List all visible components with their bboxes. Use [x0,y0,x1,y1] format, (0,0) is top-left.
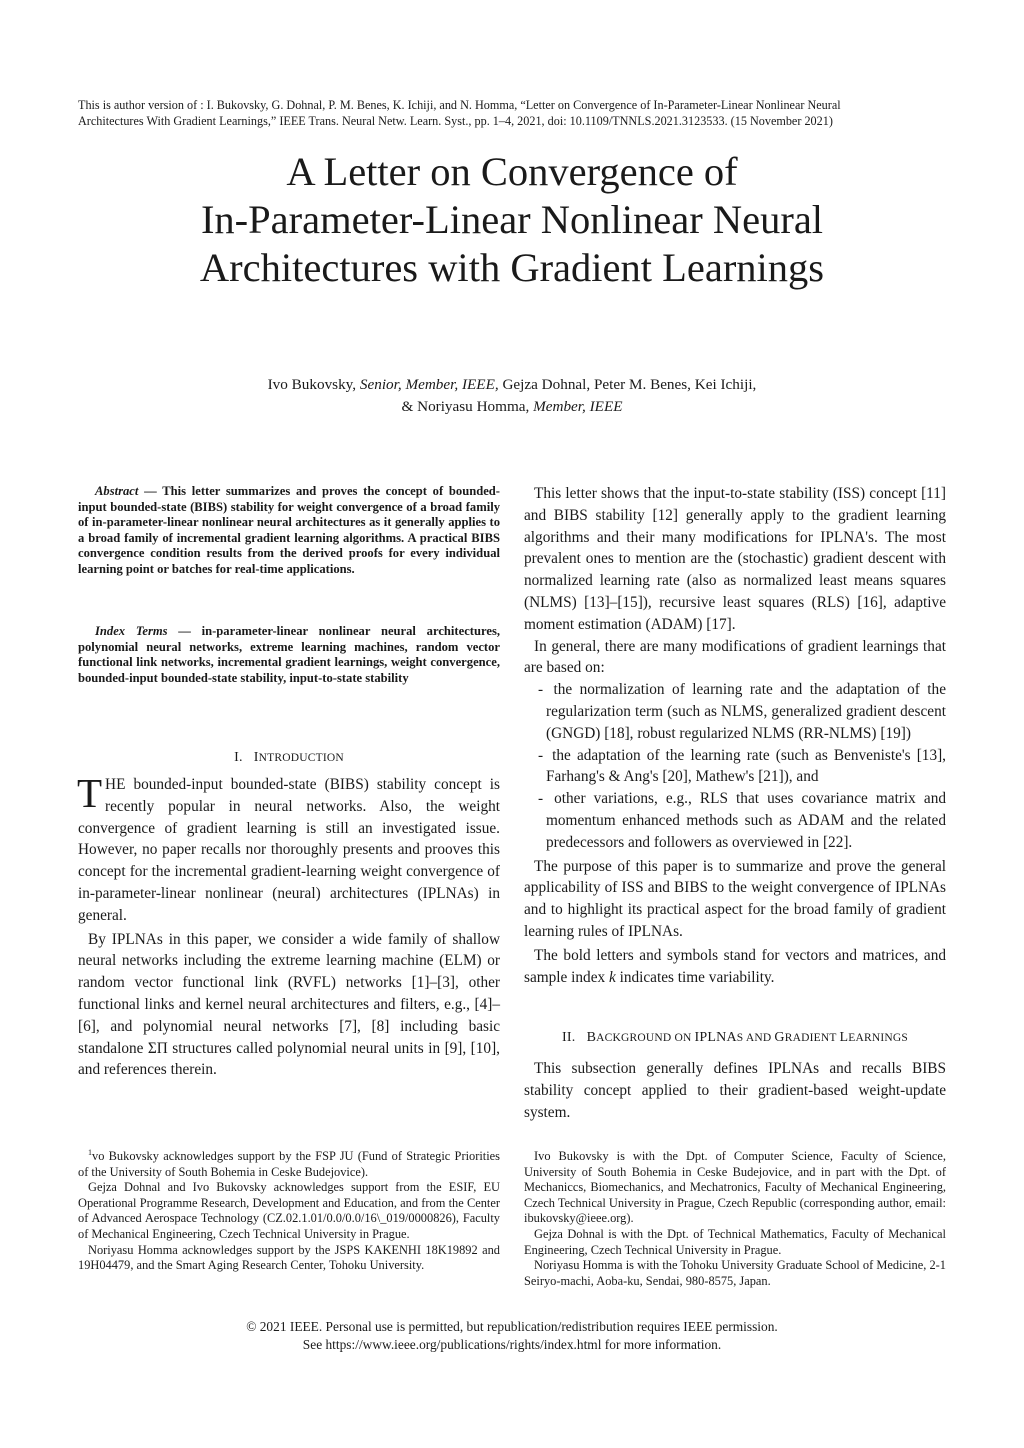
author-list [160,374,864,418]
index-terms [78,624,500,686]
list-item: - the adaptation of the learning rate (such as Benveniste's [13], Farhang's & Ang's [20], Mathew's [21]), and [538,746,947,786]
introduction-body [77,770,500,1081]
footnote-affiliation-3: Noriyasu Homma is with the Tohoku University Graduate School of Medicine, 2-1 Seiryo-machi, Aoba-ku, Sendai, 980-8575, Japan. [524,1258,946,1288]
section-heading-background: II. BACKGROUND ON IPLNAS AND GRADIENT LEARNINGS [562,1030,908,1045]
copyright-footer [90,1318,934,1354]
paper-title [90,148,934,292]
footnote-affiliation-2: Gejza Dohnal is with the Dpt. of Technical Mathematics, Faculty of Mechanical Engineering, Czech Technical University in Prague. [524,1226,946,1257]
abstract-text: — This letter summarizes and proves the concept of bounded-input bounded-state (BIBS) stability for weight convergence of a broad family of in-parameter-linear nonlinear neural architectures as it generally applies to a broad family of incremental gradient learning algorithms. A practical BIBS convergence condition results from the derived proofs for every individual learning point or batches for real-time applications. [78,484,500,576]
notice-line-1: This is author version of : I. Bukovsky, G. Dohnal, P. M. Benes, K. Ichiji, and N. Homma, “Letter on Convergence of In-Parameter-Linear Nonlinear Neural [78,98,841,112]
title-line-2: In-Parameter-Linear Nonlinear Neural [200,197,824,242]
footnotes-right [524,1149,946,1289]
author-1: Ivo Bukovsky, [267,376,357,393]
notice-line-2: Architectures With Gradient Learnings,” IEEE Trans. Neural Netw. Learn. Syst., pp. 1–4, 2021, doi: 10.1109/TNNLS.2021.3123533. (15 November 2021) [78,114,833,128]
list-item: - other variations, e.g., RLS that uses covariance matrix and momentum enhanced methods such as ADAM and the related predecessors and followers as overviewed in [22]. [538,790,947,851]
abstract-label: Abstract [95,484,139,498]
right-paragraph-4: The bold letters and symbols stand for vectors and matrices, and sample index k indicates time variability. [524,946,946,986]
author-last: & Noriyasu Homma, [401,398,530,415]
abstract [78,484,500,578]
title-line-3: Architectures with Gradient Learnings [199,245,825,290]
footnote-funding-2: Gejza Dohnal and Ivo Bukovsky acknowledges support from the ESIF, EU Operational Programme Research, Development and Education, and from the Center of Advanced Aerospace Technology (CZ.02.1.01/0.0/0.0/16\_019/0000826), Faculty of Mechanical Engineering, Czech Technical University in Prague. [78,1180,500,1241]
right-paragraph-1: This letter shows that the input-to-state stability (ISS) concept [11] and BIBS stability [12] generally apply to the gradient learning algorithms and their many modifications for IPLNA's. The most prevalent ones to mention are the (stochastic) gradient descent with normalized learning rate (also as normalized least means squares (NLMS) [13]–[15]), recursive least squares (RLS) [16], adaptive moment estimation (ADAM) [17]. [524,485,946,633]
right-paragraph-3: The purpose of this paper is to summarize and prove the general applicability of ISS and BIBS to the weight convergence of IPLNAs and to highlight its practical aspect for the broad family of gradient learning rules of IPLNAs. [524,857,946,940]
footnote-funding-1: $^1$vo Bukovsky acknowledges support by the FSP JU (Fund of Strategic Priorities of the University of South Bohemia in Ceske Budejovice). [78,1147,500,1179]
index-terms-text: — in-parameter-linear nonlinear neural architectures, polynomial neural networks, extreme learning machines, random vector functional link networks, incremental gradient learnings, weight convergence, bounded-input bounded-state stability, input-to-state stability [78,624,500,685]
intro-paragraph-2: By IPLNAs in this paper, we consider a wide family of shallow neural networks including the extreme learning machine (ELM) or random vector functional link (RVFL) networks [1]–[3], other functional links and kernel neural architectures and filters, e.g., [4]–[6], and polynomial neural networks [7], [8] including basic standalone ΣΠ structures called polynomial neural units in [9], [10], and references therein. [78,930,500,1079]
modification-list [524,679,946,853]
footnote-funding-3: Noriyasu Homma acknowledges support by the JSPS KAKENHI 18K19892 and 19H04479, and the Smart Aging Research Center, Tohoku University. [78,1242,500,1273]
right-column-body [524,483,946,988]
list-item: - the normalization of learning rate and the adaptation of the regularization term (such as NLMS, generalized gradient descent (GNGD) [18], robust regularized NLMS (RR-NLMS) [19]) [538,681,946,742]
authors-middle: Gejza Dohnal, Peter M. Benes, Kei Ichiji, [502,376,757,393]
right-paragraph-2: In general, there are many modifications of gradient learnings that are based on: [524,637,946,677]
copyright-line-2: See https://www.ieee.org/publications/rights/index.html for more information. [302,1337,722,1352]
section-heading-introduction: I. INTRODUCTION [234,750,344,765]
author-last-role: Member, IEEE [533,398,623,415]
footnotes-left [78,1149,500,1274]
author-version-notice [78,97,948,129]
author-1-role: Senior, Member, IEEE, [359,376,499,393]
title-line-1: A Letter on Convergence of [286,149,738,194]
index-terms-label: Index Terms [95,624,168,638]
footnote-affiliation-1: Ivo Bukovsky is with the Dpt. of Computer Science, Faculty of Science, University of South Bohemia in Ceske Budejovice, and in part with the Dpt. of Mechaniccs, Biomechanics, and Mechatronics, Faculty of Mechanical Engineering, Czech Technical University in Prague, Czech Republic (corresponding author, email: ibukovsky@ieee.org). [524,1149,946,1226]
copyright-line-1: © 2021 IEEE. Personal use is permitted, but republication/redistribution requires IEEE permission. [246,1319,778,1334]
background-paragraph: This subsection generally defines IPLNAs and recalls BIBS stability concept applied to their gradient-based weight-update system. [524,1060,946,1121]
dropcap-letter: T [77,770,103,816]
intro-paragraph-1: THE bounded-input bounded-state (BIBS) stability concept is recently popular in neural networks. Also, the weight convergence of gradient learning is still an investigated issue. However, no paper recalls nor thoroughly presents and prooves this concept for the incremental gradient-learning weight convergence of in-parameter-linear nonlinear (neural) architectures (IPLNAs) in general. [77,770,500,924]
